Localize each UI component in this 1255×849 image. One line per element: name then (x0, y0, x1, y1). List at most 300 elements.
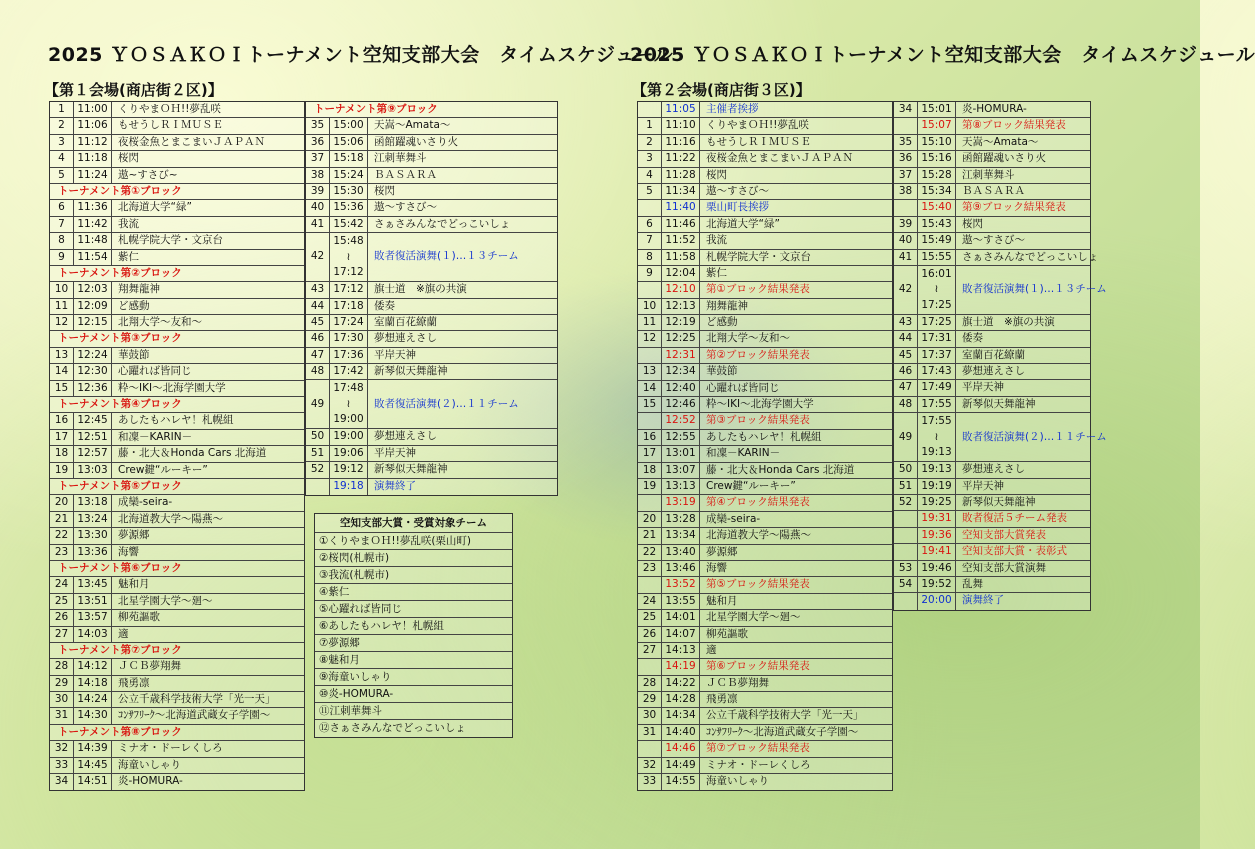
event-row (638, 102, 892, 118)
row-number: 11 (638, 315, 662, 330)
row-number: 20 (50, 495, 74, 510)
team-name: 北星学園大学～廻～ (118, 594, 213, 607)
row-time: 14:18 (74, 676, 112, 691)
team-name: 北海道教大学～陽燕～ (118, 512, 223, 525)
row-time: 13:24 (74, 512, 112, 527)
row-time: 17:18 (330, 299, 368, 314)
block-header-row (50, 266, 304, 282)
performance-row (638, 266, 892, 282)
row-time: 17:31 (918, 331, 956, 346)
performance-row (50, 774, 304, 790)
row-number: 2 (638, 135, 662, 150)
team-name: 敗者復活演舞(１)…１３チーム (962, 283, 1107, 296)
team-name: 函館躍魂いさり火 (962, 152, 1046, 165)
performance-row (306, 462, 557, 478)
row-time: 11:18 (74, 151, 112, 166)
team-name: 第③ブロック結果発表 (706, 414, 810, 427)
row-number: 3 (50, 135, 74, 150)
team-name: 桜閃 (118, 152, 139, 165)
row-time: 13:57 (74, 610, 112, 625)
row-time: 17:36 (330, 348, 368, 363)
row-time: 15:10 (918, 135, 956, 150)
row-time: 11:36 (74, 200, 112, 215)
left-schedule-col1 (49, 101, 305, 791)
left-venue-heading: 【第１会場(商店街２区)】 (44, 81, 223, 99)
team-name: 夢想連えさし (374, 332, 437, 345)
row-number: 29 (50, 676, 74, 691)
row-time: 14:30 (74, 708, 112, 723)
performance-row (638, 299, 892, 315)
row-time (918, 413, 956, 461)
team-name: 新琴似天舞龍神 (374, 365, 448, 378)
performance-row (894, 233, 1090, 249)
row-time: 19:41 (918, 544, 956, 559)
row-number: 49 (306, 380, 330, 428)
row-number: 10 (50, 282, 74, 297)
team-name: 夢想連えさし (374, 430, 437, 443)
row-time: 13:18 (74, 495, 112, 510)
block-header-row (50, 331, 304, 347)
team-name: Crew鍵“ルーキー” (706, 479, 796, 492)
performance-row (638, 315, 892, 331)
row-number: 28 (638, 676, 662, 691)
row-time: 12:30 (74, 364, 112, 379)
team-name: 天嵩～Amata～ (374, 119, 451, 132)
team-name: 第⑨ブロック結果発表 (962, 201, 1066, 214)
event-row (638, 200, 892, 216)
performance-row (638, 643, 892, 659)
row-number: 17 (638, 446, 662, 461)
row-time-part: ≀ (934, 430, 939, 443)
team-name: ミナオ・ドーレくしろ (118, 742, 223, 755)
row-time: 15:43 (918, 217, 956, 232)
performance-row (50, 495, 304, 511)
row-time: 12:55 (662, 430, 700, 445)
row-number: 34 (894, 102, 918, 117)
performance-row (306, 429, 557, 445)
performance-row (894, 250, 1099, 266)
row-time: 11:54 (74, 250, 112, 265)
performance-row (50, 577, 304, 593)
performance-row (50, 217, 304, 233)
award-team-item: ④紫仁 (315, 584, 512, 601)
performance-row (306, 446, 557, 462)
team-name: 第⑦ブロック結果発表 (706, 742, 810, 755)
team-name: 演舞終了 (374, 479, 416, 492)
team-name: 江刺華舞斗 (374, 152, 427, 165)
row-time: 11:05 (662, 102, 700, 117)
block-header-row (50, 397, 304, 413)
row-number: 48 (894, 397, 918, 412)
row-number: 47 (894, 380, 918, 395)
team-name: 敗者復活演舞(２)…１１チーム (374, 397, 519, 410)
performance-row (638, 118, 892, 134)
row-number (894, 593, 918, 609)
performance-row (306, 364, 557, 380)
team-name: 柳苑謳歌 (706, 627, 748, 640)
team-name: 乱舞 (962, 577, 983, 590)
block-header-row (50, 184, 304, 200)
row-time: 12:40 (662, 381, 700, 396)
row-time: 12:31 (662, 348, 700, 363)
team-name: さぁさみんなでどっこいしょ (374, 217, 511, 230)
row-time: 17:49 (918, 380, 956, 395)
row-number (306, 479, 330, 495)
performance-row (306, 200, 557, 216)
row-time: 14:07 (662, 627, 700, 642)
performance-row (306, 217, 557, 233)
team-name: 第①ブロック結果発表 (706, 283, 810, 296)
team-name: ＢＡＳＡＲＡ (374, 168, 437, 181)
row-number: 51 (306, 446, 330, 461)
team-name: 敗者復活５チーム発表 (962, 512, 1067, 525)
performance-row (50, 545, 304, 561)
row-number: 30 (50, 692, 74, 707)
row-number: 34 (50, 774, 74, 790)
row-time: 14:01 (662, 610, 700, 625)
row-number: 10 (638, 299, 662, 314)
row-number: 32 (638, 758, 662, 773)
row-number: 48 (306, 364, 330, 379)
team-name: 旗士道 ※旗の共演 (962, 315, 1055, 328)
team-name: 倭奏 (374, 299, 395, 312)
team-name: 柳苑謳歌 (118, 611, 160, 624)
performance-row (894, 331, 1090, 347)
team-name: もせうしＲＩＭＵＳＥ (706, 135, 811, 148)
row-number: 41 (306, 217, 330, 232)
row-number: 37 (894, 168, 918, 183)
row-time: 11:46 (662, 217, 700, 232)
performance-row (306, 315, 557, 331)
performance-row (638, 463, 892, 479)
row-time: 11:00 (74, 102, 112, 117)
row-number: 19 (50, 463, 74, 478)
team-name: 夢源郷 (706, 545, 738, 558)
row-time: 13:34 (662, 528, 700, 543)
performance-row (638, 397, 892, 413)
performance-row (638, 331, 892, 347)
row-time: 15:24 (330, 168, 368, 183)
row-number (638, 413, 662, 428)
award-team-item: ⑥あしたもハレヤ！札幌組 (315, 618, 512, 635)
team-name: 第④ブロック結果発表 (706, 496, 810, 509)
row-number (894, 200, 918, 215)
team-name: 紫仁 (118, 250, 139, 263)
row-number: 19 (638, 479, 662, 494)
row-time: 12:09 (74, 299, 112, 314)
row-time: 11:34 (662, 184, 700, 199)
team-name: 魅和月 (706, 594, 738, 607)
performance-row (50, 594, 304, 610)
row-time: 15:36 (330, 200, 368, 215)
team-name: 北海道大学“緑” (118, 201, 192, 214)
award-team-item: ⑦夢源郷 (315, 635, 512, 652)
right-schedule-col2 (893, 101, 1107, 611)
event-row (638, 413, 892, 429)
row-time: 17:30 (330, 331, 368, 346)
event-row (638, 282, 892, 298)
row-time: 19:18 (330, 479, 368, 495)
row-time-part: 19:13 (921, 446, 952, 459)
row-time: 13:46 (662, 561, 700, 576)
row-number: 12 (50, 315, 74, 330)
team-name: 空知支部大賞発表 (962, 528, 1046, 541)
award-team-item: ⑤心躍れば皆同じ (315, 601, 512, 618)
row-number: 21 (50, 512, 74, 527)
event-row (638, 741, 892, 757)
row-time: 12:34 (662, 364, 700, 379)
event-row (638, 659, 892, 675)
awards-box (314, 513, 513, 738)
team-name: 桜閃 (374, 184, 395, 197)
team-name: 第②ブロック結果発表 (706, 348, 810, 361)
performance-row (894, 462, 1090, 478)
team-name: 海響 (706, 561, 727, 574)
team-name: Crew鍵“ルーキー” (118, 463, 208, 476)
performance-row (894, 380, 1090, 396)
row-time: 14:39 (74, 741, 112, 756)
right-schedule-col1 (637, 101, 893, 791)
row-time: 11:16 (662, 135, 700, 150)
team-name: 新琴似天舞龍神 (374, 463, 448, 476)
team-name: 室蘭百花繚蘭 (962, 348, 1025, 361)
team-name: 翔舞龍神 (118, 283, 160, 296)
row-time: 19:00 (330, 429, 368, 444)
team-name: 夜桜金魚とまこまいＪＡＰＡＮ (118, 135, 265, 148)
performance-row (306, 299, 557, 315)
row-number: 50 (894, 462, 918, 477)
team-name: 遨～すさび～ (706, 184, 769, 197)
performance-row (894, 217, 1090, 233)
row-number: 22 (638, 545, 662, 560)
performance-row (50, 627, 304, 643)
row-number: 47 (306, 348, 330, 363)
award-team-item: ③我流(札幌市) (315, 567, 512, 584)
team-name: 魅和月 (118, 578, 150, 591)
block-header-label: トーナメント第⑥ブロック (58, 561, 182, 574)
row-number: 12 (638, 331, 662, 346)
award-team-item: ⑨海童いしゃり (315, 669, 512, 686)
team-name: 夜桜金魚とまこまいＪＡＰＡＮ (706, 152, 853, 165)
row-time: 12:46 (662, 397, 700, 412)
performance-row (50, 151, 304, 167)
performance-row (894, 495, 1090, 511)
row-number: 45 (306, 315, 330, 330)
row-time: 14:40 (662, 725, 700, 740)
performance-row (638, 233, 892, 249)
row-time: 14:03 (74, 627, 112, 642)
team-name: ど感動 (118, 299, 150, 312)
row-time: 12:36 (74, 381, 112, 396)
row-time: 19:46 (918, 561, 956, 576)
performance-row (50, 299, 304, 315)
row-number: 46 (894, 364, 918, 379)
row-number: 39 (894, 217, 918, 232)
row-time: 17:25 (918, 315, 956, 330)
row-number: 54 (894, 577, 918, 592)
block-header-row (306, 102, 557, 118)
performance-row (638, 184, 892, 200)
row-time: 14:13 (662, 643, 700, 658)
performance-row (638, 774, 892, 790)
row-time: 14:22 (662, 676, 700, 691)
team-name: 札幌学院大学・文京台 (118, 234, 223, 247)
team-name: 北海道大学“緑” (706, 217, 780, 230)
performance-row (50, 512, 304, 528)
team-name: 華鼓節 (118, 348, 150, 361)
row-number: 6 (50, 200, 74, 215)
performance-row (638, 381, 892, 397)
left-schedule-col2 (305, 101, 558, 496)
row-number: 3 (638, 151, 662, 166)
row-number: 42 (894, 266, 918, 314)
row-number: 35 (306, 118, 330, 133)
row-number: 36 (894, 151, 918, 166)
row-number: 4 (638, 168, 662, 183)
event-row (894, 544, 1090, 560)
row-time: 15:00 (330, 118, 368, 133)
team-name: 室蘭百花繚蘭 (374, 315, 437, 328)
team-name: 心躍れば皆同じ (118, 365, 192, 378)
award-team-item: ⑫さぁさみんなでどっこいしょ (319, 722, 466, 734)
row-time: 13:01 (662, 446, 700, 461)
row-number (894, 528, 918, 543)
row-time: 15:40 (918, 200, 956, 215)
row-time: 15:34 (918, 184, 956, 199)
row-number: 39 (306, 184, 330, 199)
row-time: 11:10 (662, 118, 700, 133)
row-number: 18 (638, 463, 662, 478)
performance-row (894, 479, 1090, 495)
performance-row (638, 610, 892, 626)
team-name: 成欒-seira- (118, 496, 173, 509)
row-number: 14 (50, 364, 74, 379)
row-number: 16 (50, 413, 74, 428)
team-name: ど感動 (706, 316, 738, 329)
performance-row (50, 381, 304, 397)
row-time: 12:15 (74, 315, 112, 330)
performance-row (306, 168, 557, 184)
row-time: 13:13 (662, 479, 700, 494)
award-team-item: ②桜閃(札幌市) (315, 550, 512, 567)
award-team-item: ⑧魅和月 (315, 652, 512, 669)
row-time: 11:42 (74, 217, 112, 232)
performance-row (306, 282, 557, 298)
performance-row (50, 118, 304, 134)
row-number: 27 (638, 643, 662, 658)
row-number: 9 (50, 250, 74, 265)
row-number: 45 (894, 348, 918, 363)
team-name: 和凜－KARIN－ (118, 430, 193, 443)
performance-row (50, 135, 304, 151)
team-name: 心躍れば皆同じ (706, 381, 780, 394)
row-time: 12:04 (662, 266, 700, 281)
team-name: 海響 (118, 545, 139, 558)
row-number: 1 (638, 118, 662, 133)
row-number: 7 (638, 233, 662, 248)
row-time (330, 233, 368, 281)
row-time: 11:22 (662, 151, 700, 166)
row-number: 13 (638, 364, 662, 379)
performance-row (306, 118, 557, 134)
block-header-row (50, 479, 304, 495)
row-time: 11:06 (74, 118, 112, 133)
row-time: 11:40 (662, 200, 700, 215)
performance-row (306, 331, 557, 347)
performance-row (638, 676, 892, 692)
performance-row (50, 413, 304, 429)
performance-row (638, 250, 892, 266)
team-name: 主催者挨拶 (706, 103, 759, 115)
row-number: 37 (306, 151, 330, 166)
event-row (894, 593, 1090, 609)
row-time: 15:01 (918, 102, 956, 117)
performance-row (50, 168, 304, 184)
team-name: 平岸天神 (374, 348, 416, 361)
row-time: 15:42 (330, 217, 368, 232)
row-number: 8 (638, 250, 662, 265)
row-number: 2 (50, 118, 74, 133)
row-number: 43 (306, 282, 330, 297)
performance-row (894, 315, 1090, 331)
team-name: 遨～すさび～ (962, 234, 1025, 247)
team-name: 旗士道 ※旗の共演 (374, 283, 467, 296)
row-time: 19:19 (918, 479, 956, 494)
performance-row (638, 479, 892, 495)
team-name: 成欒-seira- (706, 512, 761, 525)
row-number: 21 (638, 528, 662, 543)
team-name: ＪＣＢ夢翔舞 (118, 660, 181, 673)
team-name: 適 (118, 627, 129, 640)
revival-row (306, 233, 557, 282)
block-header-label: トーナメント第⑧ブロック (58, 725, 182, 738)
row-time: 12:45 (74, 413, 112, 428)
block-header-label: トーナメント第⑨ブロック (314, 103, 438, 115)
row-time: 13:36 (74, 545, 112, 560)
performance-row (50, 463, 304, 479)
performance-row (306, 151, 557, 167)
performance-row (638, 168, 892, 184)
row-number: 17 (50, 430, 74, 445)
performance-row (894, 168, 1090, 184)
row-number: 36 (306, 135, 330, 150)
row-number: 18 (50, 446, 74, 461)
performance-row (50, 758, 304, 774)
event-row (894, 118, 1090, 134)
row-number: 32 (50, 741, 74, 756)
row-number: 53 (894, 561, 918, 576)
row-number: 24 (50, 577, 74, 592)
row-time: 12:10 (662, 282, 700, 297)
block-header-label: トーナメント第③ブロック (58, 332, 182, 345)
row-time (918, 266, 956, 314)
team-name: 飛勇凛 (118, 676, 150, 689)
team-name: くりやまＯＨ!!夢乱咲 (118, 103, 221, 115)
row-time: 11:24 (74, 168, 112, 183)
row-number: 23 (50, 545, 74, 560)
row-time: 15:07 (918, 118, 956, 133)
performance-row (50, 102, 304, 118)
event-row (894, 200, 1090, 216)
team-name: あしたもハレヤ！札幌組 (118, 414, 234, 427)
row-time: 13:40 (662, 545, 700, 560)
row-number: 40 (894, 233, 918, 248)
performance-row (894, 135, 1090, 151)
row-time-part: ≀ (346, 397, 351, 410)
awards-heading: 空知支部大賞・受賞対象チーム (315, 514, 512, 533)
row-number: 24 (638, 594, 662, 609)
block-header-label: トーナメント第⑤ブロック (58, 479, 182, 492)
